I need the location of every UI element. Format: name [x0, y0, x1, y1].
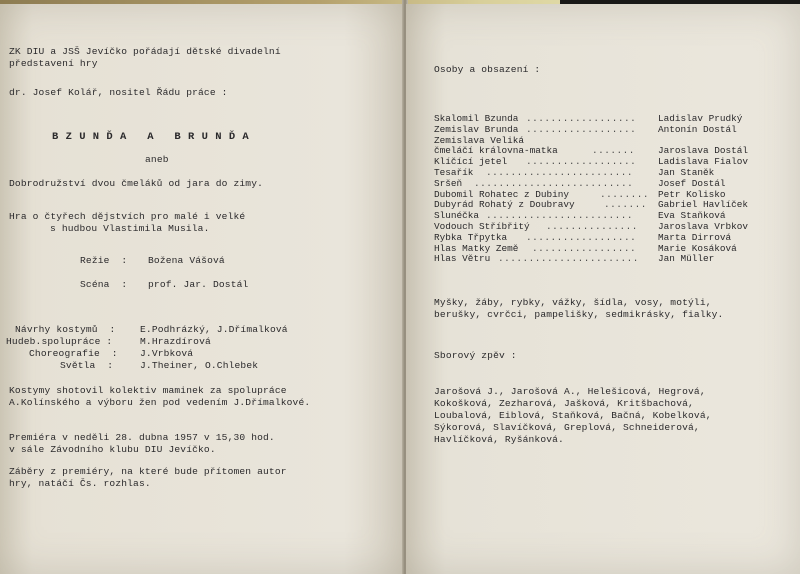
- actor-name: Petr Kolisko: [658, 188, 726, 200]
- role-name: Tesařík: [434, 166, 474, 178]
- leader-dots: ..................: [526, 113, 637, 124]
- credit-label: Choreografie :: [29, 348, 118, 359]
- role-name: Sršeň: [434, 177, 463, 189]
- leader-dots: .......................: [498, 253, 639, 265]
- cast-row: [434, 254, 800, 265]
- cast-row: [434, 125, 800, 136]
- leader-dots: .................: [532, 242, 637, 254]
- actor-name: Antonín Dostál: [658, 123, 737, 135]
- credit-label: Hudeb.spolupráce :: [6, 336, 113, 347]
- credit-value: M.Hrazdírová: [140, 336, 211, 347]
- premiere-line-1: Premiéra v neděli 28. dubna 1957 v 15,30 hod.: [9, 432, 275, 443]
- actor-name: Jaroslava Vrbkov: [658, 220, 749, 232]
- leader-dots: ...............: [546, 220, 638, 232]
- description-line-2: s hudbou Vlastimila Musila.: [50, 223, 210, 234]
- description-line-1: Hra o čtyřech dějstvích pro malé i velké: [9, 211, 246, 222]
- leader-dots: ..........................: [474, 177, 634, 189]
- role-name: Vodouch Stříbřitý: [434, 220, 530, 232]
- leader-dots: ..................: [526, 123, 637, 135]
- extras-line-1: Myšky, žáby, rybky, vážky, šídla, vosy, motýli,: [434, 297, 712, 308]
- role-name: Zemislava Veliká: [434, 134, 525, 146]
- actor-name: Jaroslava Dostál: [658, 145, 749, 157]
- actor-name: Eva Staňková: [658, 210, 726, 222]
- role-name: Dubomil Rohatec z Dubiny: [434, 188, 570, 200]
- aneb-text: aneb: [145, 154, 169, 165]
- choir-heading: Sborový zpěv :: [434, 350, 517, 361]
- role-name: Slunéčka: [434, 210, 480, 222]
- leader-dots: .......: [604, 199, 647, 211]
- credit-value: E.Podhrázký, J.Dřímalková: [140, 324, 288, 335]
- role-name: Klíčící jetel: [434, 156, 508, 168]
- right-page: [406, 4, 800, 574]
- role-name: čmeláčí královna-matka: [434, 145, 558, 157]
- actor-name: Marta Dirrová: [658, 231, 732, 243]
- actor-name: Ladislav Prudký: [658, 113, 743, 124]
- credit-label: Návrhy kostymů :: [15, 324, 116, 335]
- role-name: Rybka Třpytka: [434, 231, 508, 243]
- choir-line: Loubalová, Eiblová, Staňková, Bačná, Kobelková,: [434, 410, 712, 421]
- choir-line: Jarošová J., Jarošová A., Helešicová, Hegrová,: [434, 386, 706, 397]
- cast-list: [434, 114, 800, 265]
- credit-value: J.Vrbková: [140, 348, 194, 359]
- leader-dots: ........: [600, 188, 650, 200]
- choir-line: Havlíčková, Ryšánková.: [434, 434, 564, 445]
- radio-line-1: Záběry z premiéry, na které bude přítomen autor: [9, 466, 287, 477]
- leader-dots: ..................: [526, 231, 637, 243]
- costumes-note-line-1: Kostymy shotovil kolektiv maminek za spolupráce: [9, 385, 287, 396]
- author-line: dr. Josef Kolář, nositel Řádu práce :: [9, 87, 228, 98]
- leader-dots: ........................: [486, 210, 634, 222]
- left-page: [0, 4, 405, 574]
- leader-dots: ........................: [486, 166, 634, 178]
- credit-value: J.Theiner, O.Chlebek: [140, 360, 259, 371]
- cast-heading: Osoby a obsazení :: [434, 64, 541, 75]
- director-name: Božena Vášová: [148, 255, 225, 266]
- actor-name: Jan Müller: [658, 253, 715, 265]
- cast-row: [434, 233, 800, 244]
- role-name: Hlas Matky Země: [434, 242, 519, 254]
- role-name: Hlas Větru: [434, 253, 491, 265]
- scene-name: prof. Jar. Dostál: [148, 279, 249, 290]
- costumes-note-line-2: A.Kolínského a výboru žen pod vedením J.Dřímalkové.: [9, 397, 311, 408]
- choir-line: Kokošková, Zezharová, Jašková, Kritšbachová,: [434, 398, 694, 409]
- actor-name: Josef Dostál: [658, 177, 726, 189]
- cast-row: [434, 179, 800, 190]
- leader-dots: ..................: [526, 156, 637, 168]
- leader-dots: .......: [592, 145, 635, 157]
- choir-line: Sýkorová, Slavíčková, Greplová, Schneiderová,: [434, 422, 700, 433]
- play-title: B Z U N Ď A A B R U N Ď A: [52, 131, 250, 143]
- organizers-line-2: představení hry: [9, 58, 98, 69]
- actor-name: Marie Kosáková: [658, 242, 737, 254]
- role-name: Dubyrád Rohatý z Doubravy: [434, 199, 575, 211]
- scene-label: Scéna :: [80, 279, 128, 290]
- actor-name: Jan Staněk: [658, 166, 715, 178]
- actor-name: Ladislava Fialov: [658, 156, 749, 168]
- actor-name: Gabriel Havlíček: [658, 199, 749, 211]
- premiere-line-2: v sále Závodního klubu DIU Jevíčko.: [9, 444, 216, 455]
- radio-line-2: hry, natáčí Čs. rozhlas.: [9, 478, 151, 489]
- organizers-line-1: ZK DIU a JSŠ Jevíčko pořádají dětské divadelní: [9, 46, 281, 57]
- play-subtitle: Dobrodružství dvou čmeláků od jara do zimy.: [9, 178, 264, 189]
- credit-label: Světla :: [60, 360, 114, 371]
- director-label: Režie :: [80, 255, 128, 266]
- role-name: Skalomil Bzunda: [434, 113, 519, 124]
- extras-line-2: berušky, cvrčci, pampelišky, sedmikrásky, fialky.: [434, 309, 724, 320]
- role-name: Zemislav Brunda: [434, 123, 519, 135]
